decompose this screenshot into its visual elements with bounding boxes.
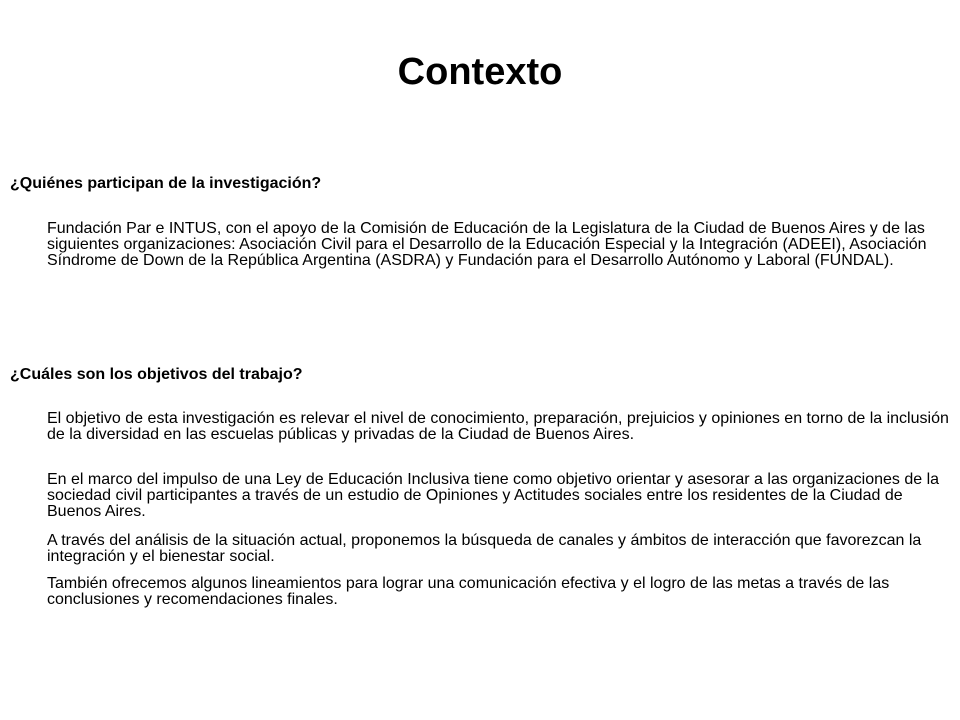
question-participants: ¿Quiénes participan de la investigación? (10, 175, 322, 192)
paragraph-objective-guidelines: También ofrecemos algunos lineamientos para lograr una comunicación efectiva y el logro de las metas a través de las conclusiones y recomendaciones finales. (47, 575, 890, 608)
paragraph-objective-law: En el marco del impulso de una Ley de Educación Inclusiva tiene como objetivo orientar y asesorar a las organizaciones de la sociedad civil participantes a través de un estudio de Opiniones y Actitudes sociales entre los residentes de la Ciudad de Buenos Aires. (47, 471, 940, 520)
slide-title: Contexto (397, 51, 563, 93)
paragraph-objective-main: El objetivo de esta investigación es relevar el nivel de conocimiento, preparación, prejuicios y opiniones en torno de la inclusión de la diversidad en las escuelas públicas y privadas de la Ciudad de Buenos Aires. (47, 410, 949, 443)
question-objectives: ¿Cuáles son los objetivos del trabajo? (10, 366, 303, 383)
paragraph-participants: Fundación Par e INTUS, con el apoyo de la Comisión de Educación de la Legislatura de la Ciudad de Buenos Aires y de las siguientes organizaciones: Asociación Civil para el Desarrollo de la Educación Especial y la Integración (ADEEI), Asociación Síndrome de Down de la República Argentina (ASDRA) y Fundación para el Desarrollo Autónomo y Laboral (FUNDAL). (47, 220, 927, 269)
paragraph-objective-analysis: A través del análisis de la situación actual, proponemos la búsqueda de canales y ámbitos de interacción que favorezcan la integración y el bienestar social. (47, 532, 922, 565)
